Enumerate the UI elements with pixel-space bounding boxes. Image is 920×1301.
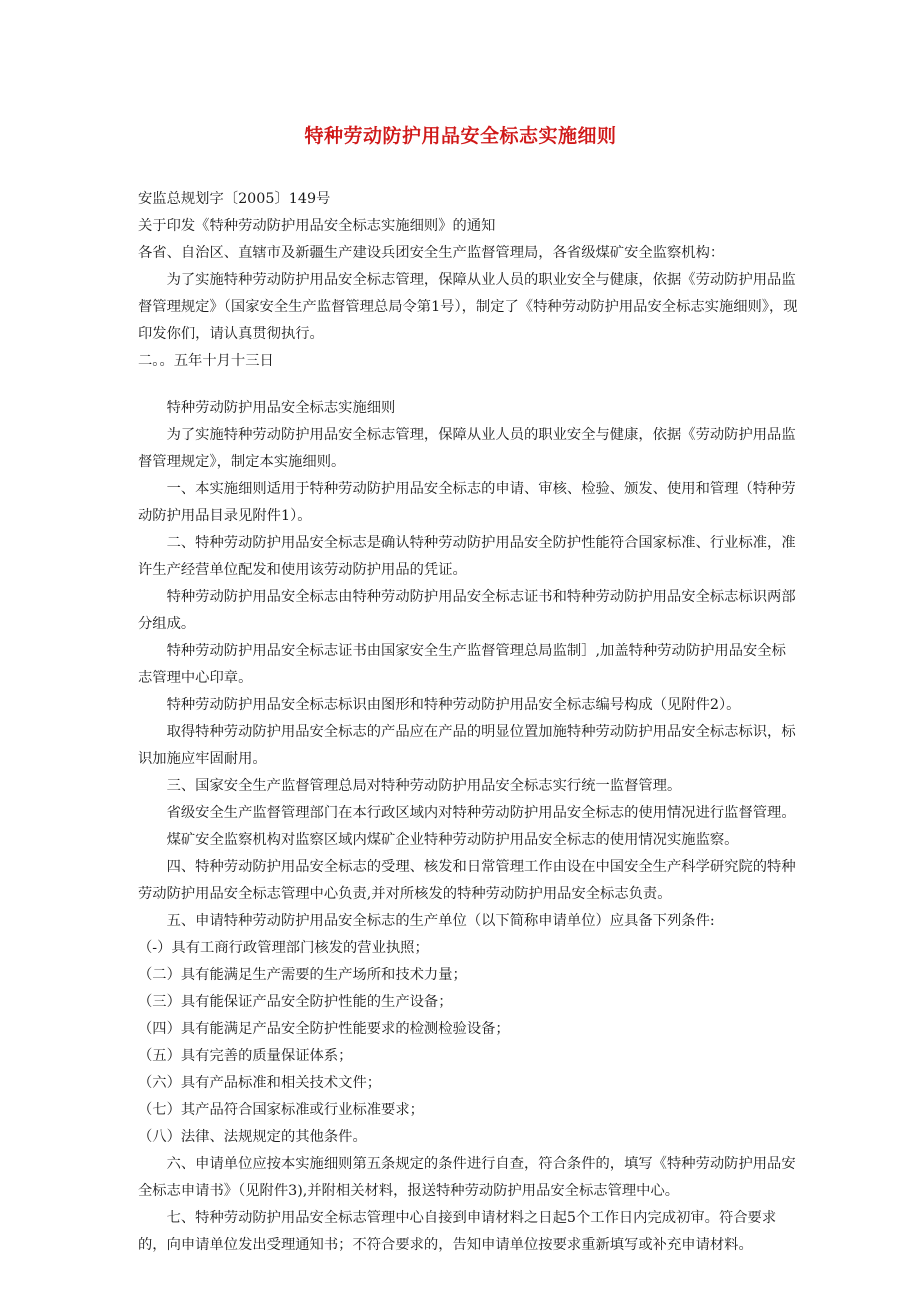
doc-number: 安监总规划字〔2005〕149号 xyxy=(138,191,331,207)
rules-paragraph: 特种劳动防护用品安全标志由特种劳动防护用品安全标志证书和特种劳动防护用品安全标志标识两部分组成。 xyxy=(138,589,796,632)
rules-paragraph: 四、特种劳动防护用品安全标志的受理、核发和日常管理工作由设在中国安全生产科学研究院的特种劳动防护用品安全标志管理中心负责,并对所核发的特种劳动防护用品安全标志负责。 xyxy=(138,859,796,902)
rules-paragraph: 一、本实施细则适用于特种劳动防护用品安全标志的申请、审核、检验、颁发、使用和管理（特种劳动防护用品目录见附件1）。 xyxy=(138,481,796,524)
rules-paragraph: 七、特种劳动防护用品安全标志管理中心自接到申请材料之日起5个工作日内完成初审。符合要求的，向申请单位发出受理通知书；不符合要求的，告知申请单位按要求重新填写或补充申请材料。 xyxy=(138,1210,777,1253)
notice-title: 关于印发《特种劳动防护用品安全标志实施细则》的通知 xyxy=(138,218,496,234)
intro-paragraph: 为了实施特种劳动防护用品安全标志管理，保障从业人员的职业安全与健康，依据《劳动防护用品监督管理规定》（国家安全生产监督管理总局令第1号），制定了《特种劳动防护用品安全标志实施细则》，现印发你们，请认真贯彻执行。 xyxy=(138,272,798,342)
document-title: 特种劳动防护用品安全标志实施细则 xyxy=(304,125,617,147)
rules-paragraph: 省级安全生产监督管理部门在本行政区域内对特种劳动防护用品安全标志的使用情况进行监督管理。 xyxy=(166,805,796,821)
condition-item: （三）具有能保证产品安全防护性能的生产设备； xyxy=(138,994,453,1010)
condition-item: （四）具有能满足产品安全防护性能要求的检测检验设备； xyxy=(138,1021,510,1037)
rules-paragraph: 二、特种劳动防护用品安全标志是确认特种劳动防护用品安全防护性能符合国家标准、行业标准，准许生产经营单位配发和使用该劳动防护用品的凭证。 xyxy=(138,535,796,578)
rules-paragraph: 特种劳动防护用品安全标志标识由图形和特种劳动防护用品安全标志编号构成（见附件2）。 xyxy=(166,697,741,713)
rules-paragraph: 为了实施特种劳动防护用品安全标志管理，保障从业人员的职业安全与健康，依据《劳动防护用品监督管理规定》，制定本实施细则。 xyxy=(138,427,796,470)
rules-heading: 特种劳动防护用品安全标志实施细则 xyxy=(166,400,396,416)
rules-paragraph: 煤矿安全监察机构对监察区域内煤矿企业特种劳动防护用品安全标志的使用情况实施监察。 xyxy=(166,832,739,848)
condition-item: （八）法律、法规规定的其他条件。 xyxy=(138,1129,367,1145)
rules-paragraph: 特种劳动防护用品安全标志证书由国家安全生产监督管理总局监制］,加盖特种劳动防护用品安全标志管理中心印章。 xyxy=(138,643,786,686)
condition-item: （二）具有能满足生产需要的生产场所和技术力量； xyxy=(138,967,467,983)
document-body xyxy=(138,186,798,1259)
addressees: 各省、自治区、直辖市及新疆生产建设兵团安全生产监督管理局，各省级煤矿安全监察机构： xyxy=(138,245,725,261)
condition-item: （五）具有完善的质量保证体系； xyxy=(138,1048,353,1064)
issue-date: 二。。五年十月十三日 xyxy=(138,353,274,369)
rules-paragraph: 三、国家安全生产监督管理总局对特种劳动防护用品安全标志实行统一监督管理。 xyxy=(166,778,682,794)
rules-paragraph: 五、申请特种劳动防护用品安全标志的生产单位（以下简称申请单位）应具备下列条件: xyxy=(166,913,715,929)
condition-item: （-）具有工商行政管理部门核发的营业执照； xyxy=(138,940,429,956)
rules-paragraph: 取得特种劳动防护用品安全标志的产品应在产品的明显位置加施特种劳动防护用品安全标志标识，标识加施应牢固耐用。 xyxy=(138,724,796,767)
rules-paragraph: 六、申请单位应按本实施细则第五条规定的条件进行自查，符合条件的，填写《特种劳动防护用品安全标志申请书》（见附件3),并附相关材料，报送特种劳动防护用品安全标志管理中心。 xyxy=(138,1156,796,1199)
condition-item: （七）其产品符合国家标准或行业标准要求； xyxy=(138,1102,424,1118)
condition-item: （六）具有产品标准和相关技术文件； xyxy=(138,1075,382,1091)
